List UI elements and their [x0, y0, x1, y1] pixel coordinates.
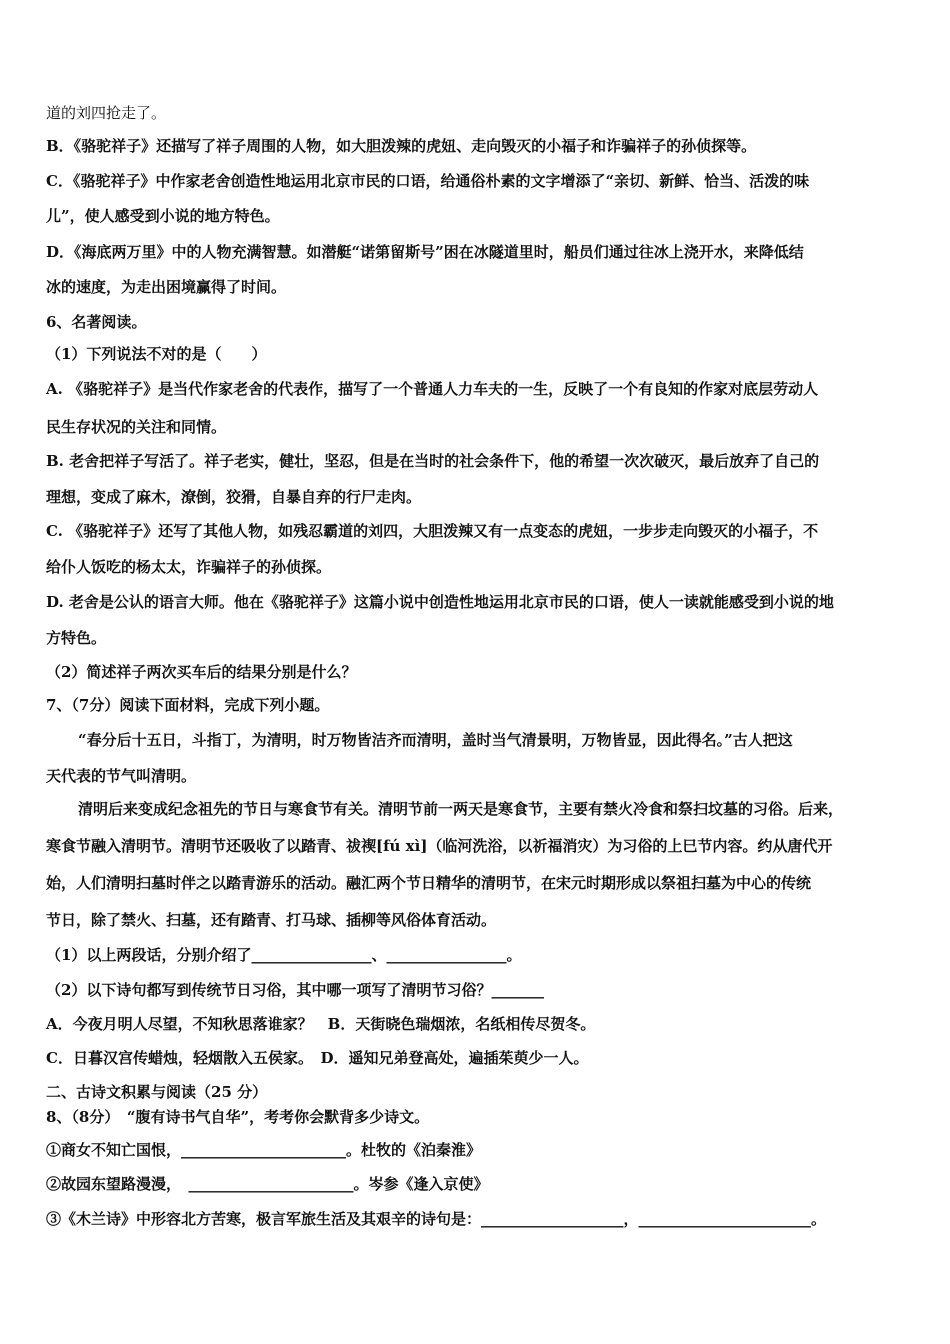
paragraph-line: 清明后来变成纪念祖先的节日与寒食节有关。清明节前一两天是寒食节，主要有禁火冷食和祭扫坟墓的习俗。后来， — [78, 800, 844, 818]
question-7-1: （1）以上两段话，分别介绍了________________、________________。 — [46, 946, 522, 964]
text-line: 冰的速度，为走出困境赢得了时间。 — [46, 278, 287, 296]
text-line: 儿”，使人感受到小说的地方特色。 — [46, 207, 280, 225]
question-6-2: （2）简述祥子两次买车后的结果分别是什么？ — [46, 663, 357, 681]
option-d-line: D．《海底两万里》中的人物充满智慧。如潜艇“诺第留斯号”困在冰隧道里时，船员们通过往冰上浇开水，来降低结 — [46, 243, 804, 261]
option-d-line: D. 老舍是公认的语言大师。他在《骆驼祥子》这篇小说中创造性地运用北京市民的口语，使人一读就能感受到小说的地 — [46, 593, 834, 611]
paragraph-line: 始，人们清明扫墓时伴之以踏青游乐的活动。融汇两个节日精华的清明节，在宋元时期形成以祭祖扫墓为中心的传统 — [46, 874, 812, 892]
question-6-title: 6、名著阅读。 — [46, 313, 147, 331]
option-c-line: C. 《骆驼祥子》还写了其他人物，如残忍霸道的刘四，大胆泼辣又有一点变态的虎妞，一步步走向毁灭的小福子，不 — [46, 522, 819, 540]
option-b-line: B. 老舍把祥子写活了。祥子老实，健壮，坚忍，但是在当时的社会条件下，他的希望一次次破灭，最后放弃了自己的 — [46, 452, 820, 470]
question-7-title: 7、（7分）阅读下面材料，完成下列小题。 — [46, 696, 330, 714]
section-2-title: 二、古诗文积累与阅读（25 分） — [46, 1083, 268, 1101]
question-8-title: 8、（8分） “腹有诗书气自华”，考考你会默背多少诗文。 — [46, 1108, 430, 1126]
paragraph-line: “春分后十五日，斗指丁，为清明，时万物皆洁齐而清明，盖时当气清景明，万物皆显，因此得名。”古人把这 — [78, 731, 793, 749]
option-c-line: C．《骆驼祥子》中作家老舍创造性地运用北京市民的口语，给通俗朴素的文字增添了“亲切、新鲜、恰当、活泼的味 — [46, 172, 810, 190]
question-8-1: ①商女不知亡国恨，______________________。杜牧的《泊秦淮》 — [46, 1141, 482, 1159]
text-line: 给仆人饭吃的杨太太，诈骗祥子的孙侦探。 — [46, 558, 332, 576]
option-a-line: A. 《骆驼祥子》是当代作家老舍的代表作，描写了一个普通人力车夫的一生，反映了一个有良知的作家对底层劳动人 — [46, 380, 819, 398]
question-8-2: ②故园东望路漫漫， ______________________。岑参《逢入京使》 — [46, 1175, 489, 1193]
text-line: 理想，变成了麻木，潦倒，狡猾，自暴自弃的行尸走肉。 — [46, 488, 422, 506]
option-cd-line: C．日暮汉宫传蜡烛，轻烟散入五侯家。 D．遥知兄弟登高处，遍插茱萸少一人。 — [46, 1049, 589, 1067]
paragraph-line: 天代表的节气叫清明。 — [46, 767, 197, 785]
paragraph-line: 节日，除了禁火、扫墓，还有踏青、打马球、插柳等风俗体育活动。 — [46, 911, 497, 929]
question-6-1: （1）下列说法不对的是（ ） — [46, 345, 267, 363]
text-line: 民生存状况的关注和同情。 — [46, 418, 227, 436]
option-ab-line: A．今夜月明人尽望，不知秋思落谁家？ B．天街晓色瑞烟浓，名纸相传尽贺冬。 — [46, 1015, 596, 1033]
question-8-3: ③《木兰诗》中形容北方苦寒，极言军旅生活及其艰辛的诗句是：___________________，_______________________。 — [46, 1210, 827, 1228]
text-line: 道的刘四抢走了。 — [46, 104, 167, 122]
paragraph-line: 寒食节融入清明节。清明节还吸收了以踏青、祓禊[fú xì]（临河洗浴，以祈福消灾）为习俗的上巳节内容。约从唐代开 — [46, 837, 833, 855]
option-b-line: B．《骆驼祥子》还描写了祥子周围的人物，如大胆泼辣的虎妞、走向毁灭的小福子和诈骗祥子的孙侦探等。 — [46, 137, 757, 155]
question-7-2: （2）以下诗句都写到传统节日习俗，其中哪一项写了清明节习俗？_______ — [46, 981, 544, 999]
text-line: 方特色。 — [46, 629, 107, 647]
